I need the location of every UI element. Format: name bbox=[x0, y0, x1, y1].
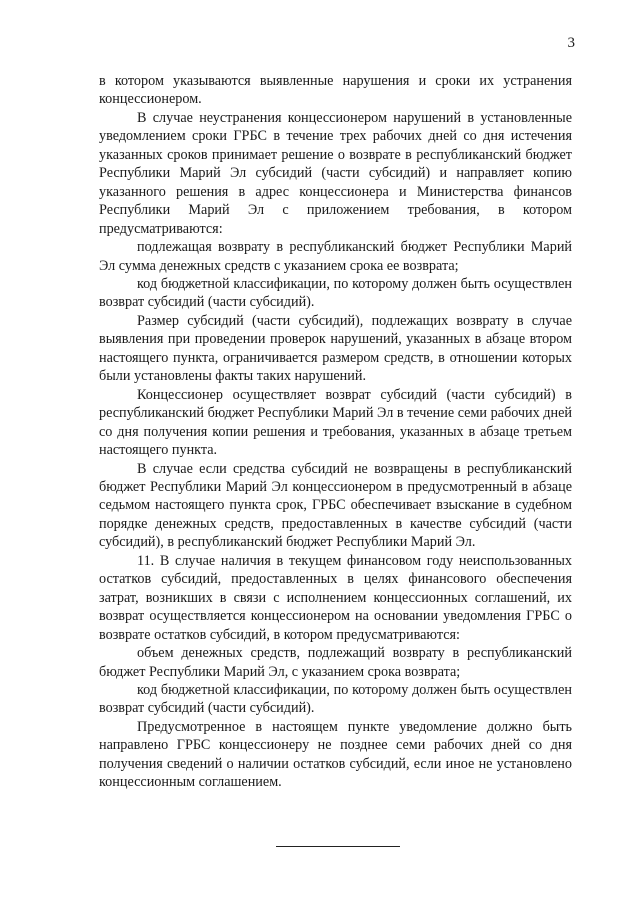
paragraph-notification-deadline: Предусмотренное в настоящем пункте уведомление должно быть направлено ГРБС концессионеру не позднее семи рабочих дней со дня получения сведений о наличии остатков субсидий, если иное не установлено концессионным соглашением. bbox=[99, 718, 572, 791]
paragraph-court-recovery: В случае если средства субсидий не возвращены в республиканский бюджет Республики Марий Эл концессионером в предусмотренный в абзаце седьмом настоящего пункта срок, ГРБС обеспечивает взыскание в судебном порядке денежных средств, предоставленных в качестве субсидий (части субсидий), в республиканский бюджет Республики Марий Эл. bbox=[99, 460, 572, 551]
document-body bbox=[99, 72, 572, 792]
paragraph-continuation: в котором указываются выявленные нарушения и сроки их устранения концессионером. bbox=[99, 73, 572, 108]
paragraph-non-elimination: В случае неустранения концессионером нарушений в установленные уведомлением сроки ГРБС в течение трех рабочих дней со дня истечения указанных сроков принимает решение о возврате в республиканский бюджет Республики Марий Эл субсидий (части субсидий) и направляет копию указанного решения в адрес концессионера и Министерства финансов Республики Марий Эл с приложением требования, в котором предусматриваются: bbox=[99, 109, 572, 237]
page-number: 3 bbox=[567, 35, 575, 51]
closing-rule bbox=[276, 846, 400, 847]
paragraph-budget-code-2: код бюджетной классификации, по которому должен быть осуществлен возврат субсидий (части субсидий). bbox=[99, 681, 572, 717]
paragraph-concessionaire-refund: Концессионер осуществляет возврат субсидий (части субсидий) в республиканский бюджет Республики Марий Эл в течение семи рабочих дней со дня получения копии решения и требования, указанных в абзаце третьем настоящего пункта. bbox=[99, 386, 572, 459]
paragraph-refund-size: Размер субсидий (части субсидий), подлежащих возврату в случае выявления при проведении проверок нарушений, указанных в абзаце втором настоящего пункта, ограничивается размером средств, в отношении которых были установлены факты таких нарушений. bbox=[99, 312, 572, 385]
paragraph-budget-code: код бюджетной классификации, по которому должен быть осуществлен возврат субсидий (части субсидий). bbox=[99, 275, 572, 311]
paragraph-refund-amount: подлежащая возврату в республиканский бюджет Республики Марий Эл сумма денежных средств с указанием срока ее возврата; bbox=[99, 239, 572, 274]
paragraph-funds-volume: объем денежных средств, подлежащий возврату в республиканский бюджет Республики Марий Эл, с указанием срока возврата; bbox=[99, 645, 572, 680]
paragraph-clause-11: 11. В случае наличия в текущем финансовом году неиспользованных остатков субсидий, предоставленных в целях финансового обеспечения затрат, возникших в связи с исполнением концессионных соглашений, их возврат осуществляется концессионером на основании уведомления ГРБС о возврате остатков субсидий, в котором предусматриваются: bbox=[99, 552, 572, 643]
